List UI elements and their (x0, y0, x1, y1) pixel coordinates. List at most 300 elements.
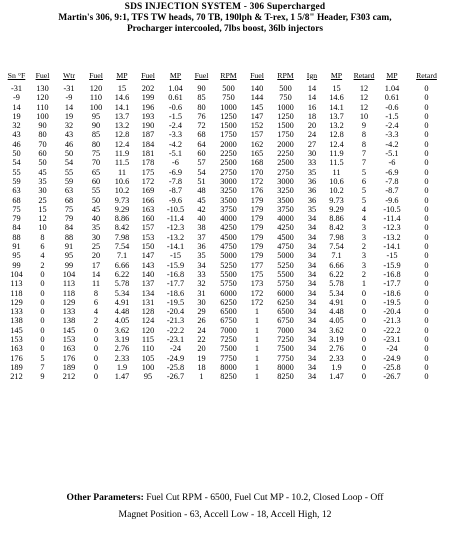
table-cell: 33 (197, 269, 206, 279)
table-cell: -17.7 (383, 279, 401, 289)
table-cell: 35 (91, 223, 101, 233)
table-cell: 500 (279, 84, 292, 93)
table-cell: 13.7 (114, 111, 130, 121)
table-cell: 0 (424, 260, 429, 270)
engine-description: Martin's 306, 9:1, TFS TW heads, 70 TB, 190lph & T-rex, 1 5/8" Header, F303 cam, (58, 13, 392, 23)
table-cell: 13.7 (329, 111, 344, 121)
table-cell: 22 (197, 335, 206, 345)
table-cell: 140 (250, 84, 264, 93)
column-header: Ign (306, 71, 318, 80)
table-row (3, 93, 447, 102)
table-cell: 6500 (220, 307, 237, 317)
table-cell: 202 (141, 84, 155, 93)
table-cell: 0 (424, 195, 429, 205)
table-cell: 170 (250, 167, 264, 177)
table-cell: 34 (197, 260, 206, 270)
table-cell: 133 (62, 307, 76, 317)
table-cell: 0 (424, 372, 429, 382)
table-cell: 193 (141, 111, 155, 121)
table-cell: 140 (141, 269, 155, 279)
table-cell: 60 (91, 176, 101, 186)
table-cell: 4.48 (329, 307, 344, 317)
table-cell: 12 (38, 214, 47, 224)
table-cell: 30 (38, 186, 47, 196)
table-cell: 45 (38, 167, 47, 177)
table-cell: 175 (250, 269, 264, 279)
table-cell: 12.4 (114, 139, 130, 149)
table-cell: -17.7 (166, 279, 185, 289)
table-cell: 6250 (277, 297, 294, 307)
table-cell: -16.8 (383, 269, 401, 279)
table-cell: 150 (141, 242, 155, 252)
table-cell: 11.5 (329, 158, 344, 168)
table-cell: 0 (424, 139, 429, 149)
table-cell: 7.1 (116, 251, 128, 261)
table-cell: 0 (361, 325, 367, 335)
table-cell: 4 (93, 307, 99, 317)
table-cell: 32 (64, 121, 74, 131)
column-header: RPM (277, 71, 294, 80)
column-header: Wtr (62, 71, 76, 80)
table-cell: 153 (62, 335, 76, 345)
table-cell: 5 (361, 167, 367, 177)
table-cell: 179 (250, 223, 264, 233)
table-cell: 3750 (277, 204, 294, 214)
table-cell: 160 (141, 214, 155, 224)
table-cell: 48 (197, 186, 206, 196)
table-cell: 1750 (277, 130, 294, 140)
table-cell: 6.22 (329, 269, 344, 279)
table-cell: 59 (12, 176, 21, 186)
table-cell: 26 (197, 316, 206, 326)
table-cell: 6750 (277, 316, 294, 326)
table-row (3, 242, 447, 251)
table-cell: 36 (307, 176, 317, 186)
table-cell: 0 (424, 344, 429, 354)
table-cell: 212 (10, 372, 23, 382)
table-cell: 163 (141, 204, 155, 214)
table-row (3, 289, 447, 298)
table-cell: -22.2 (166, 325, 185, 335)
table-cell: 45 (197, 195, 206, 205)
table-cell: 0 (361, 362, 367, 372)
table-cell: 31 (197, 288, 206, 298)
table-cell: 70 (38, 139, 47, 149)
table-row (3, 82, 447, 93)
table-cell: 2.76 (114, 344, 130, 354)
table-cell: 2500 (220, 158, 237, 168)
document-header (0, 2, 450, 35)
table-cell: 4500 (277, 232, 294, 242)
table-cell: 2 (93, 316, 99, 326)
table-cell: 2250 (220, 149, 237, 159)
table-cell: 120 (89, 84, 103, 93)
table-cell: 33 (307, 158, 317, 168)
table-cell: 63 (64, 186, 74, 196)
table-cell: 179 (250, 204, 264, 214)
table-cell: 153 (10, 335, 23, 345)
table-cell: 0 (40, 316, 45, 326)
table-cell: -15.9 (166, 260, 185, 270)
table-cell: 8 (93, 288, 99, 298)
table-cell: 1250 (220, 111, 237, 121)
table-cell: 181 (141, 149, 155, 159)
table-cell: 75 (64, 204, 74, 214)
table-cell: 7250 (220, 335, 237, 345)
table-cell: 7.98 (329, 232, 344, 242)
table-cell: 54 (197, 167, 206, 177)
table-row (3, 205, 447, 214)
table-cell: 70 (91, 158, 101, 168)
table-cell: 118 (10, 288, 23, 298)
table-cell: 3.62 (329, 325, 344, 335)
table-cell: 9.29 (329, 204, 344, 214)
table-cell: 0 (40, 269, 45, 279)
table-cell: 0 (40, 288, 45, 298)
table-cell: -12.3 (383, 223, 401, 233)
table-cell: -21.3 (166, 316, 185, 326)
table-cell: 68 (12, 195, 21, 205)
table-cell: 0 (40, 279, 45, 289)
table-cell: 0 (424, 279, 429, 289)
table-cell: 36 (197, 242, 206, 252)
table-cell: 5250 (220, 260, 237, 270)
table-cell: 4250 (220, 223, 237, 233)
table-cell: 0 (424, 204, 429, 214)
table-cell: -15 (169, 251, 182, 261)
table-cell: 80 (38, 130, 47, 140)
table-row (3, 307, 447, 316)
table-cell: 35 (38, 176, 47, 186)
table-cell: -1.5 (168, 111, 183, 121)
table-cell: 1 (254, 316, 260, 326)
table-cell: 5.78 (114, 279, 130, 289)
table-cell: 5 (361, 195, 367, 205)
table-cell: 113 (10, 279, 23, 289)
table-cell: 14.6 (329, 93, 344, 103)
table-cell: 176 (62, 353, 76, 363)
table-cell: 9.73 (114, 195, 130, 205)
table-cell: 36 (307, 186, 317, 196)
table-cell: 34 (307, 316, 317, 326)
table-cell: 750 (222, 93, 235, 103)
column-header: Retard (353, 71, 375, 80)
table-cell: 105 (141, 353, 155, 363)
table-row (3, 344, 447, 353)
table-cell: 6500 (277, 307, 294, 317)
table-cell: -25.8 (383, 362, 401, 372)
table-cell: 3250 (277, 186, 294, 196)
table-cell: 0 (424, 288, 429, 298)
table-cell: 14 (64, 102, 74, 112)
table-cell: 1.47 (329, 372, 344, 382)
table-cell: 6250 (220, 297, 237, 307)
table-cell: 37 (197, 232, 206, 242)
table-cell: 145 (250, 102, 264, 112)
table-cell: 199 (141, 93, 155, 103)
table-row (3, 335, 447, 344)
column-header: MP (386, 71, 398, 80)
table-cell: 0 (40, 335, 45, 345)
table-cell: 3500 (220, 195, 237, 205)
table-cell: -0.6 (385, 102, 399, 112)
table-cell: 0 (361, 335, 367, 345)
table-cell: 14 (307, 84, 317, 93)
table-cell: 14.1 (114, 102, 130, 112)
table-cell: -11.4 (383, 214, 401, 224)
table-cell: 54 (64, 158, 74, 168)
table-cell: 34 (307, 279, 317, 289)
table-row (3, 196, 447, 205)
table-cell: 179 (250, 242, 264, 252)
table-cell: 196 (141, 102, 155, 112)
table-cell: 9.29 (114, 204, 130, 214)
table-cell: -20.4 (166, 307, 185, 317)
other-parameters-line (0, 491, 450, 505)
table-cell: 11 (118, 167, 126, 177)
table-cell: 30 (307, 149, 317, 159)
table-cell: -9.6 (168, 195, 183, 205)
table-cell: 145 (62, 325, 76, 335)
table-cell: 1 (254, 362, 260, 372)
table-cell: 5000 (277, 251, 294, 261)
table-cell: -8.7 (168, 186, 183, 196)
table-cell: 0 (424, 214, 429, 224)
table-cell: 8.86 (329, 214, 344, 224)
table-cell: 6.66 (329, 260, 344, 270)
table-cell: 177 (250, 260, 264, 270)
table-cell: 38 (197, 223, 206, 233)
table-cell: -8.7 (385, 186, 399, 196)
table-cell: 0 (361, 353, 367, 363)
table-row (3, 261, 447, 270)
table-cell: 1 (254, 344, 260, 354)
table-cell: 43 (12, 130, 21, 140)
table-cell: 153 (141, 232, 155, 242)
table-cell: 7.98 (114, 232, 130, 242)
table-cell: 10.2 (114, 186, 130, 196)
table-cell: 100 (89, 102, 103, 112)
table-cell: 0 (361, 288, 367, 298)
table-cell: 104 (62, 269, 76, 279)
table-cell: 5500 (220, 269, 237, 279)
table-cell: 0 (93, 362, 99, 372)
table-cell: -19.5 (383, 297, 401, 307)
table-cell: -14.1 (383, 242, 401, 252)
table-cell: 35 (307, 167, 317, 177)
table-cell: 0 (424, 251, 429, 261)
table-cell: 1500 (220, 121, 237, 131)
table-row (3, 158, 447, 167)
table-cell: 163 (62, 344, 76, 354)
document-title: SDS INJECTION SYSTEM - 306 Supercharged (124, 2, 326, 12)
table-cell: 9 (361, 121, 367, 131)
table-cell: 35 (197, 251, 206, 261)
table-cell: 3 (361, 232, 367, 242)
table-cell: -20.4 (383, 307, 401, 317)
table-cell: -13.2 (166, 232, 185, 242)
table-cell: 0 (93, 325, 99, 335)
table-cell: 147 (250, 111, 264, 121)
table-cell: 129 (62, 297, 76, 307)
table-cell: 4.05 (114, 316, 130, 326)
table-cell: -6.9 (168, 167, 183, 177)
table-cell: 750 (279, 93, 292, 103)
table-cell: 2 (361, 269, 367, 279)
table-row (3, 121, 447, 130)
table-cell: -18.6 (166, 288, 185, 298)
table-cell: 1 (254, 325, 260, 335)
table-cell: -9 (13, 93, 20, 103)
table-cell: 0 (424, 130, 429, 140)
table-cell: 42 (197, 204, 206, 214)
table-cell: 0 (424, 121, 429, 131)
table-cell: 0 (424, 93, 429, 103)
table-cell: 34 (307, 269, 317, 279)
table-cell: 8000 (277, 362, 294, 372)
table-cell: 176 (10, 353, 23, 363)
table-cell: 30 (197, 297, 206, 307)
table-cell: 36 (307, 195, 317, 205)
table-cell: -3.3 (385, 130, 399, 140)
table-cell: 3.19 (114, 335, 130, 345)
table-cell: 8000 (220, 362, 237, 372)
table-cell: 0 (424, 111, 429, 121)
table-cell: 7250 (277, 335, 294, 345)
table-cell: 124 (141, 316, 155, 326)
table-cell: -16.8 (166, 269, 185, 279)
table-cell: 10 (38, 223, 47, 233)
table-cell: 5250 (277, 260, 294, 270)
table-cell: 65 (91, 167, 101, 177)
table-cell: 7 (40, 362, 45, 372)
table-cell: 99 (64, 260, 74, 270)
table-cell: 173 (250, 279, 264, 289)
table-cell: 0 (93, 353, 99, 363)
table-cell: 80 (197, 102, 206, 112)
table-cell: 187 (141, 130, 155, 140)
table-cell: 5.34 (329, 288, 344, 298)
table-row (3, 233, 447, 242)
table-cell: -9 (65, 93, 73, 103)
table-cell: 84 (64, 223, 74, 233)
table-cell: 55 (91, 186, 101, 196)
table-cell: -4.2 (168, 139, 183, 149)
table-cell: 143 (141, 260, 155, 270)
table-cell: 11.5 (114, 158, 130, 168)
table-cell: 212 (62, 372, 76, 382)
table-cell: 118 (62, 288, 76, 298)
table-cell: 129 (10, 297, 23, 307)
table-cell: 179 (250, 214, 264, 224)
table-cell: 0 (424, 149, 429, 159)
table-cell: 7.54 (329, 242, 344, 252)
table-cell: 8 (361, 139, 367, 149)
table-cell: 14 (307, 93, 317, 103)
footer (0, 491, 450, 522)
table-row (3, 326, 447, 335)
table-cell: 157 (141, 223, 155, 233)
table-cell: 50 (91, 195, 101, 205)
table-cell: 2 (361, 242, 367, 252)
table-cell: 190 (141, 121, 155, 131)
table-cell: 157 (250, 130, 264, 140)
table-cell: 90 (91, 121, 101, 131)
table-cell: 24 (197, 325, 206, 335)
table-cell: 10.6 (114, 176, 130, 186)
table-cell: 0 (361, 297, 367, 307)
table-cell: 27 (307, 139, 317, 149)
table-cell: 110 (36, 102, 49, 112)
table-cell: 18 (197, 362, 206, 372)
table-cell: 2000 (277, 139, 294, 149)
table-cell: 128 (141, 307, 155, 317)
table-cell: -11.4 (167, 214, 184, 224)
table-cell: 6750 (220, 316, 237, 326)
table-cell: 10 (359, 111, 369, 121)
table-cell: 4.48 (114, 307, 130, 317)
table-cell: 144 (250, 93, 264, 103)
table-cell: 34 (307, 232, 317, 242)
table-cell: 4750 (277, 242, 294, 252)
table-cell: 179 (250, 251, 264, 261)
table-cell: 9 (40, 372, 45, 382)
column-header: Fuel (194, 71, 209, 80)
table-cell: 43 (64, 130, 74, 140)
table-cell: 84 (12, 223, 21, 233)
table-cell: 35 (307, 204, 317, 214)
table-cell: 24 (307, 130, 317, 140)
table-cell: -22.2 (383, 325, 401, 335)
table-cell: 51 (197, 176, 206, 186)
table-cell: 13.2 (114, 121, 130, 131)
table-row (3, 354, 447, 363)
table-cell: 4000 (277, 214, 294, 224)
table-cell: 1 (254, 335, 260, 345)
table-cell: 34 (307, 344, 317, 354)
table-cell: 0 (424, 362, 429, 372)
table-cell: 7.54 (114, 242, 130, 252)
table-row (3, 279, 447, 288)
table-row (3, 372, 447, 381)
table-cell: 2250 (277, 149, 294, 159)
table-cell: 163 (10, 344, 23, 354)
table-cell: 6000 (277, 288, 294, 298)
table-cell: -3.3 (168, 130, 183, 140)
table-cell: -10.5 (383, 204, 401, 214)
magnet-accel-line: Magnet Position - 63, Accell Low - 18, Accell High, 12 (118, 509, 332, 520)
table-cell: 133 (10, 307, 23, 317)
table-cell: 5.78 (329, 279, 344, 289)
table-cell: 91 (12, 242, 21, 252)
table-cell: -26.7 (166, 372, 185, 382)
table-cell: 189 (62, 362, 76, 372)
table-cell: 50 (64, 149, 74, 159)
table-cell: 12 (359, 84, 369, 93)
table-cell: -7.8 (168, 176, 183, 186)
table-cell: 34 (307, 307, 317, 317)
table-cell: 59 (64, 176, 74, 186)
table-cell: -25.8 (166, 362, 185, 372)
table-cell: 1000 (220, 102, 237, 112)
table-cell: 3250 (220, 186, 237, 196)
table-cell: -0.6 (168, 102, 183, 112)
table-cell: 40 (197, 214, 206, 224)
table-cell: -24.9 (383, 353, 401, 363)
table-cell: 79 (12, 214, 21, 224)
table-cell: 76 (197, 111, 206, 121)
table-cell: 1.9 (331, 362, 342, 372)
